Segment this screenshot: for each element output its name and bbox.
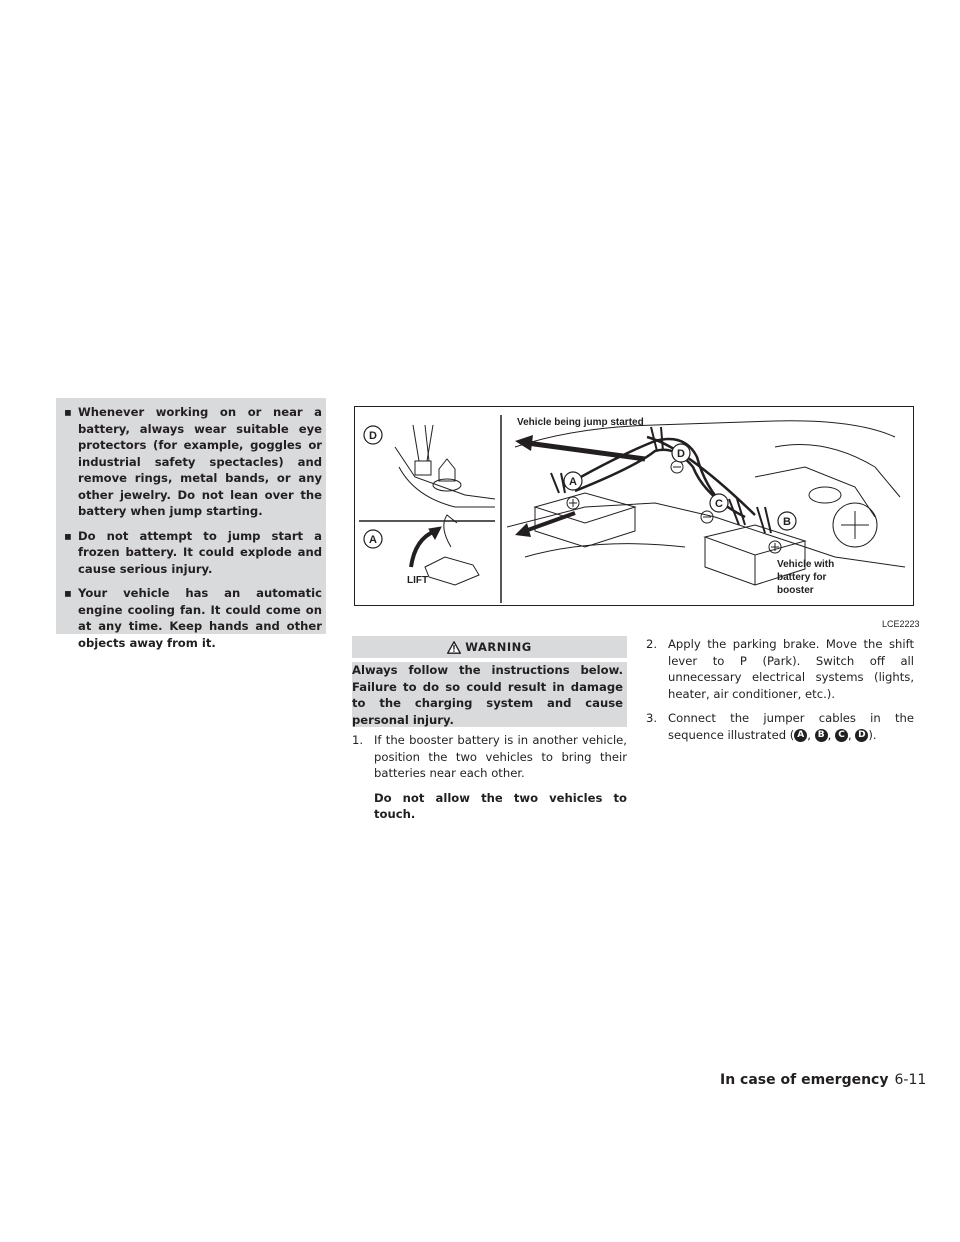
step-text: Connect the jumper cables in the sequence illustrated (	[668, 711, 914, 742]
figure-code: LCE2223	[882, 619, 920, 629]
steps-right-column	[646, 636, 914, 751]
vehicle-jump-label: Vehicle being jump started	[517, 417, 644, 428]
callout-c-icon: C	[835, 729, 848, 742]
step-3: 3. Connect the jumper cables in the sequence illustrated ( A , B , C , D ).	[646, 711, 914, 742]
jump-start-illustration	[354, 406, 914, 606]
step-text: Apply the parking brake. Move the shift lever to P (Park). Switch off all unnecessary electrical systems (lights, heater, air conditioner, etc.).	[668, 637, 914, 701]
step-2	[646, 636, 914, 702]
illustration-drawing	[355, 407, 914, 606]
inset-d-label: D	[369, 430, 377, 442]
caution-item: ▪ Whenever working on or near a battery, always wear suitable eye protectors (for example, goggles or industrial safety spectacles) and remove rings, metal bands, or any other jewelry. Do not lean over the battery when jump starting.	[64, 405, 322, 518]
booster-label-line1: Vehicle with	[777, 559, 835, 570]
warning-title: WARNING	[465, 640, 532, 654]
label-a: A	[569, 476, 577, 488]
caution-item: ▪ Do not attempt to jump start a frozen battery. It could explode and cause serious injury.	[64, 528, 322, 576]
steps-left-column	[352, 732, 627, 823]
label-b: B	[783, 516, 791, 528]
caution-item: ▪ Your vehicle has an automatic engine cooling fan. It could come on at any time. Keep hands and other objects away from it.	[64, 586, 322, 650]
caution-box	[56, 398, 326, 650]
warning-icon	[447, 641, 461, 654]
step-number: 3.	[646, 711, 658, 725]
page-number: 6-11	[894, 1072, 927, 1088]
caution-list	[62, 404, 322, 651]
callout-d-icon: D	[855, 729, 868, 742]
lift-label: LIFT	[407, 575, 429, 586]
inset-a-label: A	[369, 534, 377, 546]
step-1	[352, 732, 627, 782]
booster-label-line2: battery for	[777, 572, 827, 583]
warning-body: Always follow the instructions below. Failure to do so could result in damage to the charging system and cause personal injury.	[352, 662, 627, 727]
page-footer	[720, 1072, 926, 1088]
step-1-note: Do not allow the two vehicles to touch.	[374, 790, 627, 821]
callout-a-icon: A	[794, 729, 807, 742]
step-number: 2.	[646, 637, 658, 651]
label-d: D	[677, 448, 685, 460]
label-c: C	[715, 498, 723, 510]
section-title: In case of emergency	[720, 1072, 889, 1088]
callout-b-icon: B	[815, 729, 828, 742]
warning-header	[352, 636, 627, 658]
step-text: If the booster battery is in another vehicle, position the two vehicles to bring their batteries near each other.	[374, 733, 627, 780]
booster-label-line3: booster	[777, 585, 814, 596]
step-number: 1.	[352, 733, 364, 747]
